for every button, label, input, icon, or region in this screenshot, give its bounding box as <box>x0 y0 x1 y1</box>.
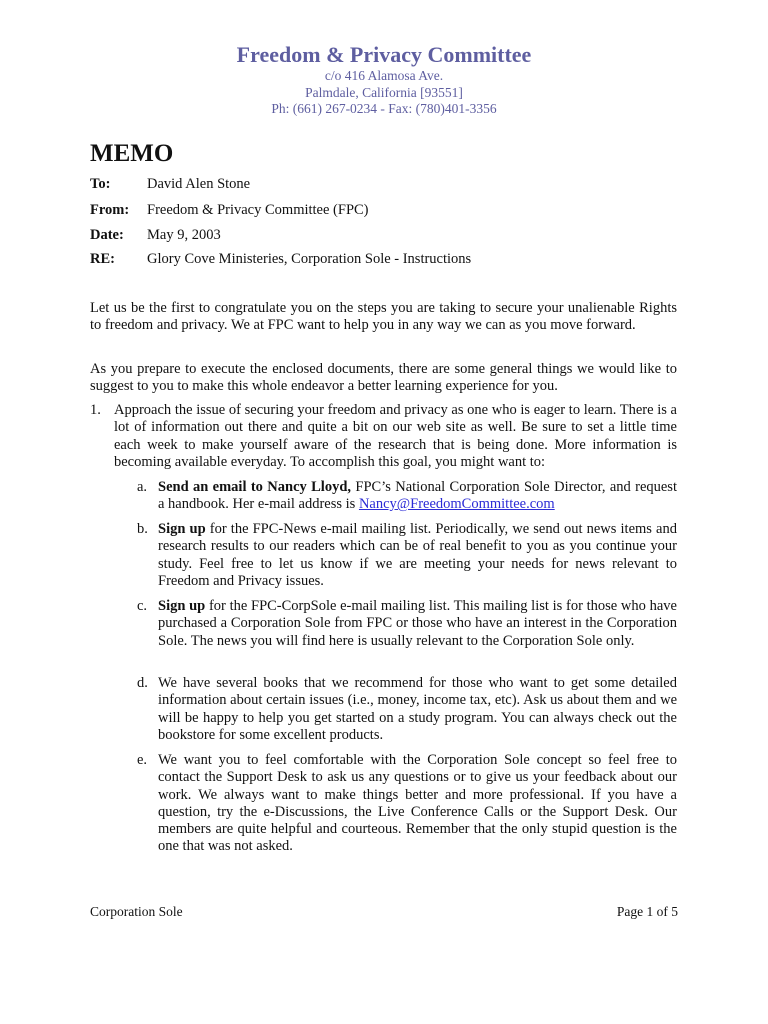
address-line-2: Palmdale, California [93551] <box>305 84 463 100</box>
address-line-1: c/o 416 Alamosa Ave. <box>324 68 444 83</box>
re-label: RE: <box>90 251 115 267</box>
date-value: May 9, 2003 <box>147 227 221 243</box>
sub-b-bold: Sign up <box>158 521 206 537</box>
sub-a-letter: a. <box>137 479 148 495</box>
sub-e-letter: e. <box>137 752 148 768</box>
sub-c-text <box>158 598 677 650</box>
letterhead <box>0 42 768 118</box>
date-label: Date: <box>90 227 124 243</box>
sub-b-text <box>158 521 677 590</box>
sub-e-text: We want you to feel comfortable with the Corporation Sole concept so feel free to contact the Support Desk to ask us any questions or to give us your feedback about our work. We always want to make things better and more professional. If you have a question, try the e-Discussions, the Live Conference Calls or the Support Desk. Our members are quite helpful and courteous. Remember that the only stupid question is the one that was not asked. <box>158 752 677 855</box>
prepare-paragraph: As you prepare to execute the enclosed documents, there are some general things we would like to suggest to you to make this whole endeavor a better learning experience for you. <box>90 361 677 395</box>
sub-c-bold: Sign up <box>158 598 206 614</box>
email-link[interactable]: Nancy@FreedomCommittee.com <box>358 496 555 513</box>
sub-b-letter: b. <box>137 521 148 537</box>
sub-c-letter: c. <box>137 598 148 614</box>
org-name: Freedom & Privacy Committee <box>236 42 532 67</box>
sub-a-text <box>158 479 677 514</box>
sub-d-letter: d. <box>137 675 148 691</box>
to-value: David Alen Stone <box>147 176 251 192</box>
sub-a-body: FPC’s National Corporation Sole Director, and request a handbook. Her e-mail address is <box>158 479 677 513</box>
intro-paragraph: Let us be the first to congratulate you on the steps you are taking to secure your unalienable Rights to freedom and privacy. We at FPC want to help you in any way we can as you move forward. <box>90 300 677 334</box>
item-1-number: 1. <box>90 402 101 418</box>
item-1-text: Approach the issue of securing your freedom and privacy as one who is eager to learn. There is a lot of information out there and quite a bit on our web site as well. Be sure to set a little time each week to make yourself aware of the research that is being done. More information is becoming available everyday. To accomplish this goal, you might want to: <box>114 402 677 470</box>
memo-title: MEMO <box>90 140 174 167</box>
sub-c-body: for the FPC-CorpSole e-mail mailing list. This mailing list is for those who have purchased a Corporation Sole from FPC or those who have an interest in the Corporation Sole. The news you will find here is usually relevant to the Corporation Sole only. <box>158 598 677 649</box>
from-label: From: <box>90 202 130 218</box>
sub-a-bold: Send an email to Nancy Lloyd, <box>158 479 352 495</box>
contact-line: Ph: (661) 267-0234 - Fax: (780)401-3356 <box>271 101 497 116</box>
from-value: Freedom & Privacy Committee (FPC) <box>147 202 369 218</box>
to-label: To: <box>90 176 111 192</box>
page-number: Page 1 of 5 <box>616 904 678 919</box>
sub-b-body: for the FPC-News e-mail mailing list. Periodically, we send out news items and research results to our readers which can be of real benefit to you as you continue your study. Feel free to let us know if we are meeting your needs for news relevant to Freedom and Privacy issues. <box>158 521 677 589</box>
sub-d-text: We have several books that we recommend for those who want to get some detailed information about certain issues (i.e., money, income tax, etc). Ask us about them and we will be happy to help you get started on a study program. You can always check out the bookstore for some excellent products. <box>158 675 677 743</box>
footer-left: Corporation Sole <box>90 904 183 919</box>
re-value: Glory Cove Ministeries, Corporation Sole - Instructions <box>147 251 472 267</box>
